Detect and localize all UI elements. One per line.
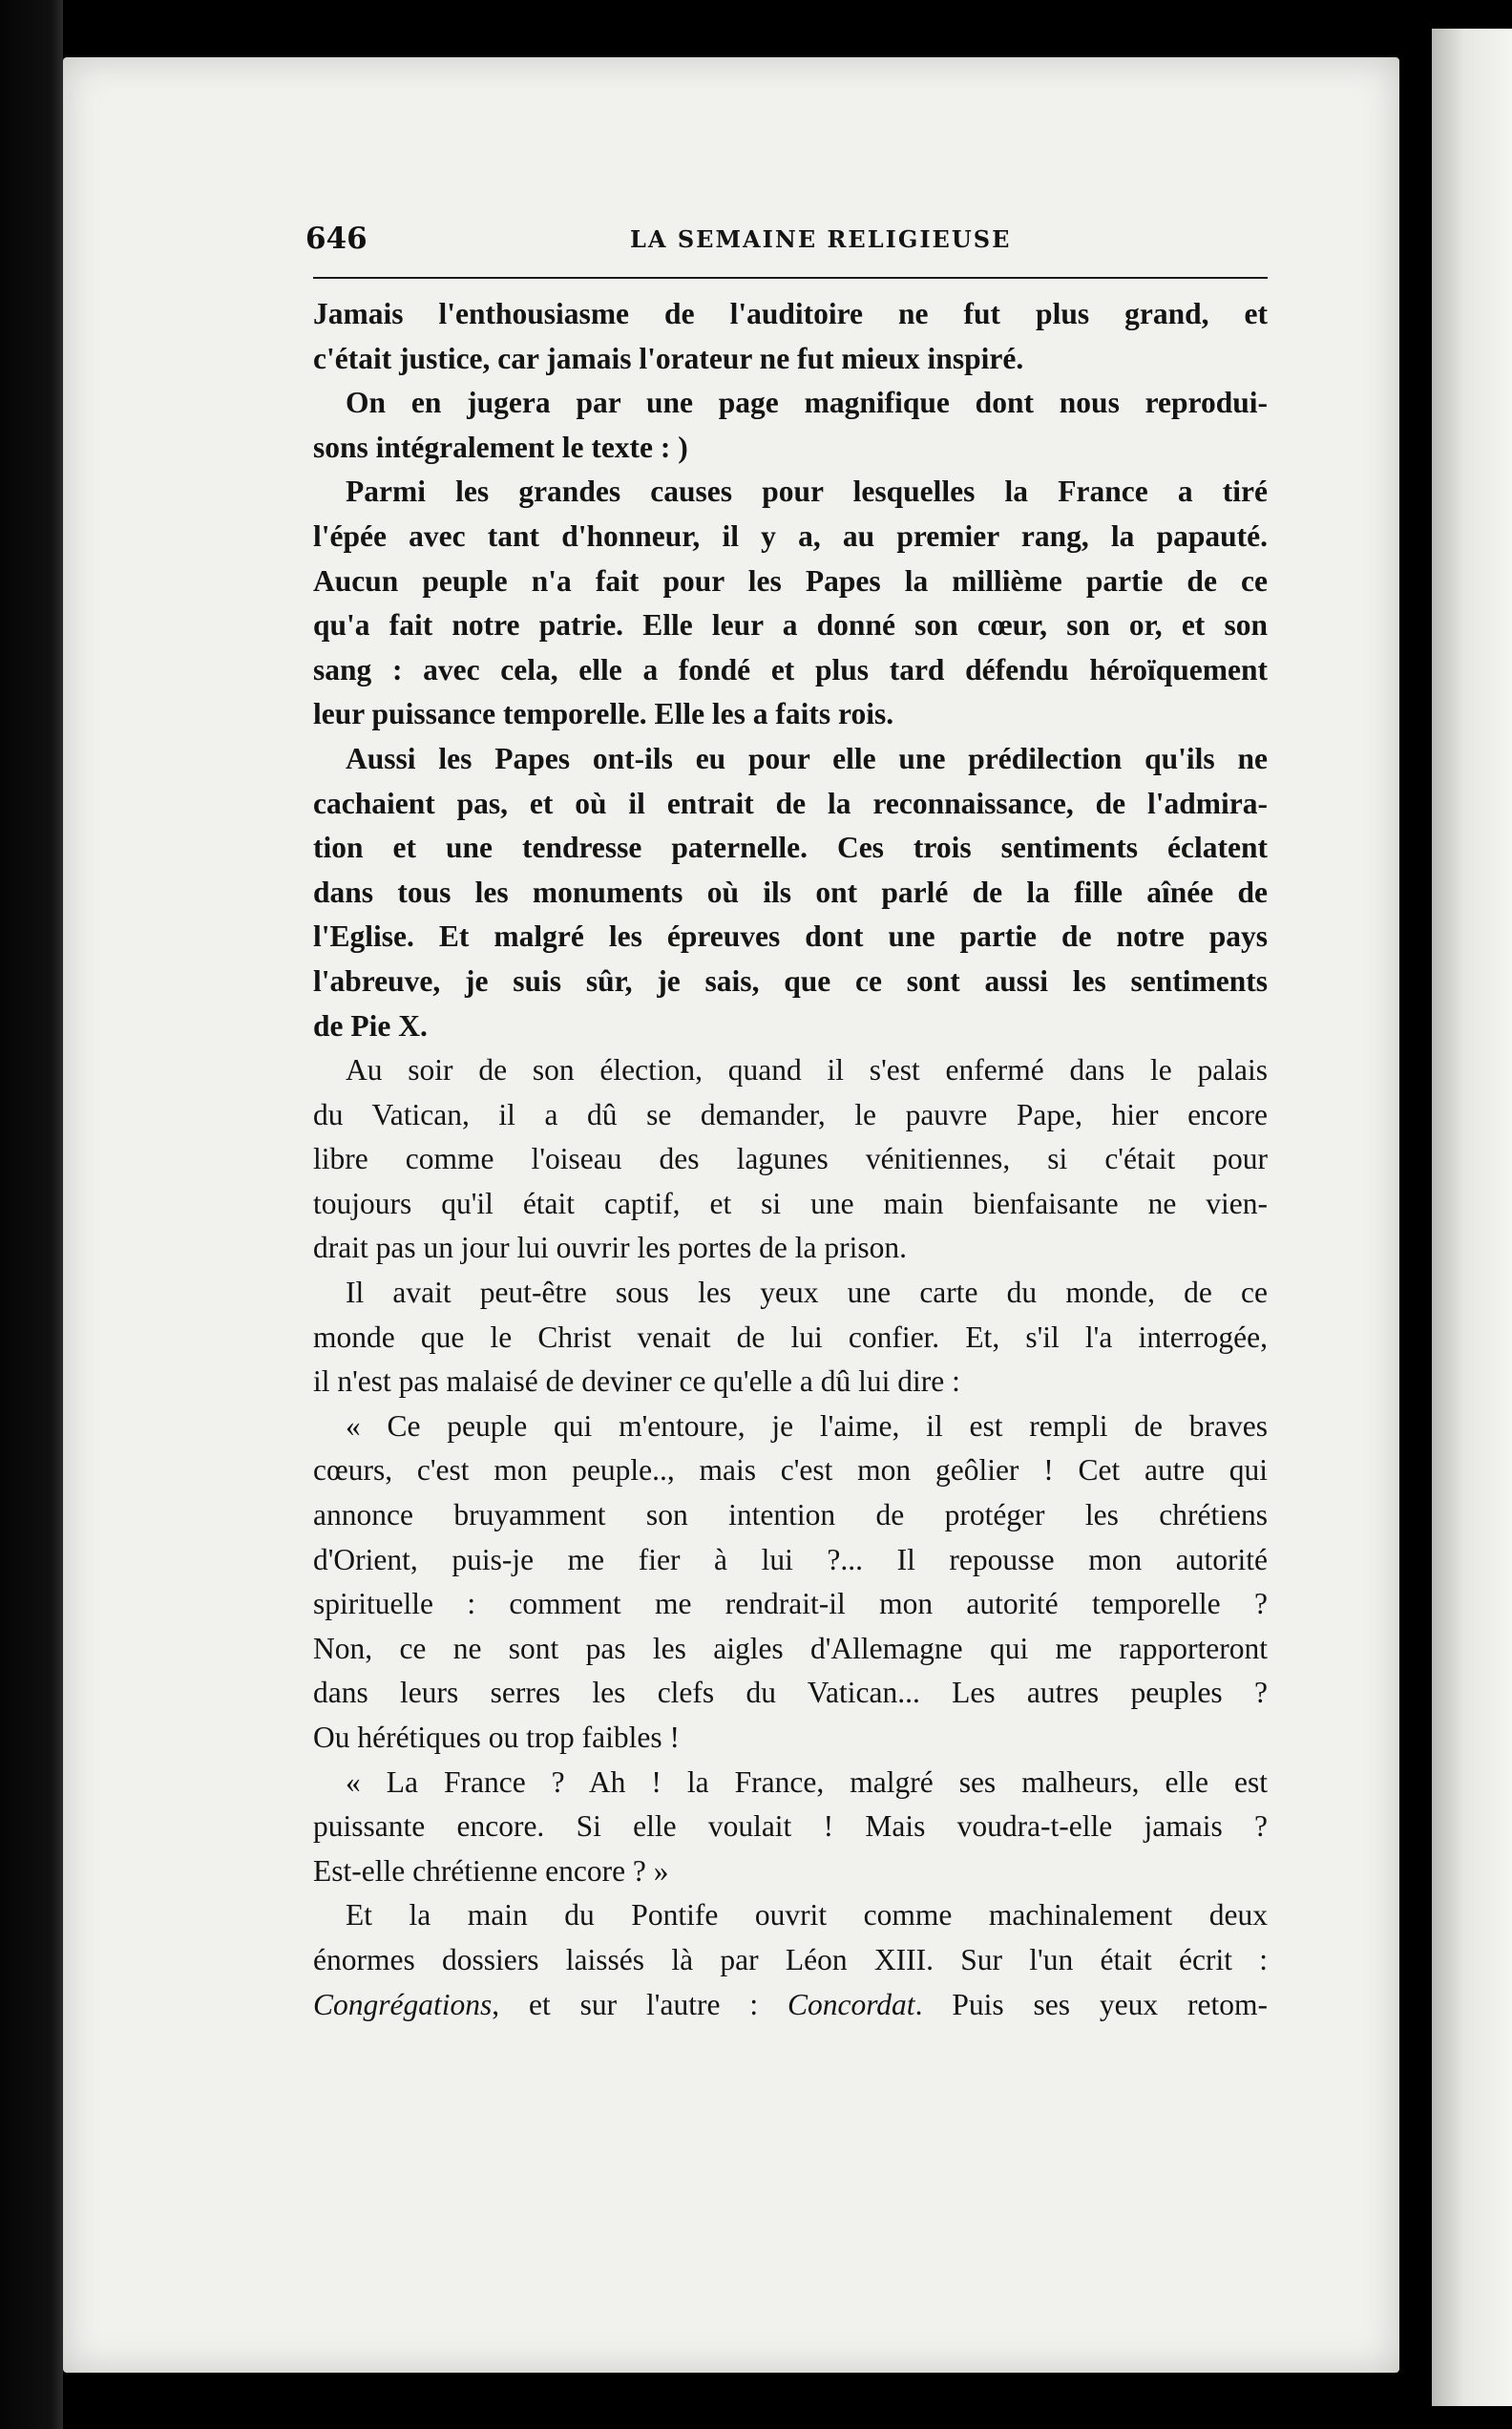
italic-term: Congrégations [313, 1987, 493, 2021]
paragraph [313, 381, 1268, 470]
running-title: LA SEMAINE RELIGIEUSE [630, 225, 1012, 253]
scan-left-border [0, 0, 63, 2429]
header-rule [313, 277, 1268, 279]
text-line: cœurs, c'est mon peuple.., mais c'est mon geôlier ! Cet autre qui [313, 1453, 1268, 1488]
text-line: spirituelle : comment me rendrait-il mon autorité temporelle ? [313, 1587, 1268, 1621]
text-line: libre comme l'oiseau des lagunes vénitiennes, si c'était pour [313, 1142, 1268, 1176]
text-line: annonce bruyamment son intention de protéger les chrétiens [313, 1498, 1268, 1532]
scan-gutter [1399, 0, 1432, 2429]
text-line [313, 1983, 1268, 2028]
text-line: Et la main du Pontife ouvrit comme machinalement deux [346, 1898, 1268, 1933]
page-body [313, 292, 1268, 2027]
text-line: d'Orient, puis-je me fier à lui ?... Il repousse mon autorité [313, 1542, 1268, 1576]
text-line: sang : avec cela, elle a fondé et plus tard défendu héroïquement [313, 652, 1268, 686]
text-line: Ou hérétiques ou trop faibles ! [313, 1721, 681, 1754]
paragraph [313, 292, 1268, 381]
text-line: drait pas un jour lui ouvrir les portes de la prison. [313, 1231, 908, 1265]
text-line: c'était justice, car jamais l'orateur ne fut mieux inspiré. [313, 341, 1024, 375]
text-run: , et sur l'autre : [492, 1987, 788, 2021]
next-page-edge [1432, 29, 1512, 2406]
text-line: tion et une tendresse paternelle. Ces trois sentiments éclatent [313, 831, 1268, 865]
paragraph [313, 1405, 1268, 1761]
text-line: Aucun peuple n'a fait pour les Papes la millième partie de ce [313, 563, 1268, 598]
text-line: du Vatican, il a dû se demander, le pauvre Pape, hier encore [313, 1097, 1268, 1131]
text-line: On en jugera par une page magnifique dont nous reprodui- [346, 386, 1268, 420]
paragraph [313, 737, 1268, 1048]
text-line: Parmi les grandes causes pour lesquelles la France a tiré [346, 475, 1268, 509]
text-line: l'Eglise. Et malgré les épreuves dont une partie de notre pays [313, 919, 1268, 954]
text-line: dans leurs serres les clefs du Vatican... Les autres peuples ? [313, 1676, 1268, 1710]
text-line: puissante encore. Si elle voulait ! Mais voudra-t-elle jamais ? [313, 1809, 1268, 1844]
italic-term: Concordat [787, 1987, 915, 2021]
text-line: leur puissance temporelle. Elle les a faits rois. [313, 697, 894, 731]
paragraph [313, 1048, 1268, 1271]
text-line: de Pie X. [313, 1008, 428, 1043]
text-line: dans tous les monuments où ils ont parlé de la fille aînée de [313, 875, 1268, 909]
paragraph [313, 470, 1268, 737]
text-line: Il avait peut-être sous les yeux une carte du monde, de ce [346, 1276, 1268, 1310]
text-line: Est-elle chrétienne encore ? » [313, 1853, 669, 1888]
text-line: Aussi les Papes ont-ils eu pour elle une prédilection qu'ils ne [346, 741, 1268, 775]
text-line: énormes dossiers laissés là par Léon XIII. Sur l'un était écrit : [313, 1942, 1268, 1976]
text-line: monde que le Christ venait de lui confier. Et, s'il l'a interrogée, [313, 1320, 1268, 1354]
paragraph [313, 1271, 1268, 1405]
text-run: . Puis ses yeux retom- [914, 1987, 1268, 2021]
page-header [305, 222, 1260, 260]
page-number: 646 [305, 222, 368, 256]
text-line: l'épée avec tant d'honneur, il y a, au premier rang, la papauté. [313, 518, 1268, 553]
text-line: qu'a fait notre patrie. Elle leur a donné son cœur, son or, et son [313, 608, 1268, 643]
text-line: sons intégralement le texte : ) [313, 430, 688, 464]
text-line: toujours qu'il était captif, et si une main bienfaisante ne vien- [313, 1186, 1268, 1220]
text-line: « Ce peuple qui m'entoure, je l'aime, il est rempli de braves [346, 1408, 1268, 1443]
paragraph [313, 1761, 1268, 1894]
text-line: il n'est pas malaisé de deviner ce qu'elle a dû lui dire : [313, 1364, 960, 1399]
text-line: Non, ce ne sont pas les aigles d'Allemagne qui me rapporteront [313, 1631, 1268, 1665]
text-line: cachaient pas, et où il entrait de la reconnaissance, de l'admira- [313, 786, 1268, 820]
text-line: Jamais l'enthousiasme de l'auditoire ne fut plus grand, et [313, 297, 1268, 330]
paragraph [313, 1893, 1268, 2027]
text-line: l'abreuve, je suis sûr, je sais, que ce sont aussi les sentiments [313, 963, 1268, 998]
text-line: Au soir de son élection, quand il s'est enfermé dans le palais [346, 1053, 1268, 1088]
text-line: « La France ? Ah ! la France, malgré ses malheurs, elle est [346, 1764, 1268, 1799]
